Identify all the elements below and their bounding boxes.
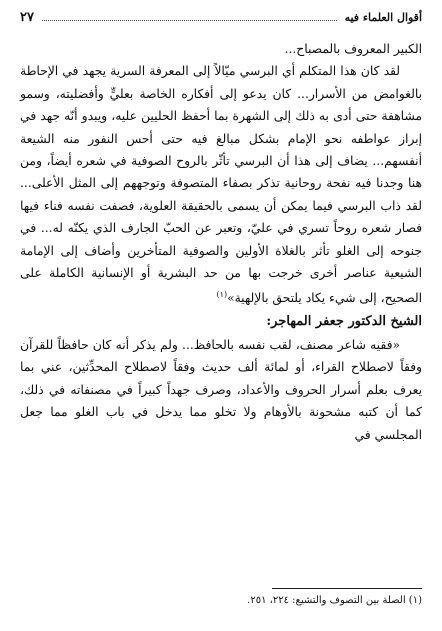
quote-paragraph-albarsi bbox=[20, 60, 422, 310]
paragraph-continued bbox=[20, 38, 422, 60]
body-text bbox=[20, 38, 422, 446]
paragraph-continued-text: الكبير المعروف بالمصباح... bbox=[284, 42, 422, 56]
page-number: ٢٧ bbox=[20, 10, 34, 25]
header-dot-leader bbox=[42, 20, 337, 21]
footnote: (١) الصلة بين التصوف والتشيع: ٢٢٤، ٢٥١. bbox=[247, 595, 422, 606]
page-header bbox=[20, 10, 422, 28]
quote-paragraph-albarsi-text: لقد كان هذا المتكلم أي البرسي ميّالاً إلى المعرفة السرية يجهد في الإحاطة بالغوامض من الأسرار... كان يدعو إلى أفكاره الخاصة بعليٍّ وأفضليته، وسمو مشاهفة حتى أدى به ذلك إلى الشهرة بما أحفظ الحليين عليه، ويبدو أنّه جهد في إبراز عواطفه نحو الإمام بشكل مبالغ فيه حتى أحس النفور منه الشيعة أنفسهم... يضاف إلى هذا أن البرسي تأثّر بالروح الصوفية في شعره أيضاً، ومن هنا وجدنا فيه نفحة روحانية تذكر بصفاء المتصوفة وتوجههم إلى المثل الأعلى... لقد ذاب البرسي فيما يمكن أن يسمى بالحقيقة العلوية، فصفت نفسه فناء فيها فصار شعره روحاً تسري في عليّ، وتعبر عن الحبّ الجارف الذي يكنّه له... في جنوحه إلى الغلو تأثر بالغلاة الأولين والصوفية المتأخرين وأضاف إلى الإمامة الشيعية عناصر أخرى خرجت بها من حد البشرية أو الإنسانية الكاملة على الصحيح، إلى شيء يكاد يلتحق بالإلهية» bbox=[20, 64, 422, 306]
quote-paragraph-muhajir-text: «فقيه شاعر مصنف، لقب نفسه بالحافظ... ولم يذكر أنه كان حافظاً للقرآن وفقاً لاصطلاح القراء، أو لمائة ألف حديث وفقاً لاصطلاح المحدِّثين، عني بما يعرف بعلم أسرار الحروف والأعداد، وصرف جهداً كبيراً في مصنفاته في ذلك، كما أن كتبه مشحونة بالأوهام ولا تخلو مما يدخل في باب الغلو مما جعل المجلسي في bbox=[20, 337, 422, 442]
quote-paragraph-muhajir bbox=[20, 334, 422, 446]
section-heading: الشيخ الدكتور جعفر المهاجر: bbox=[266, 313, 422, 329]
footnote-divider bbox=[272, 588, 422, 589]
footnote-reference: (١) bbox=[216, 290, 228, 300]
running-title: أقوال العلماء فيه bbox=[344, 11, 422, 24]
